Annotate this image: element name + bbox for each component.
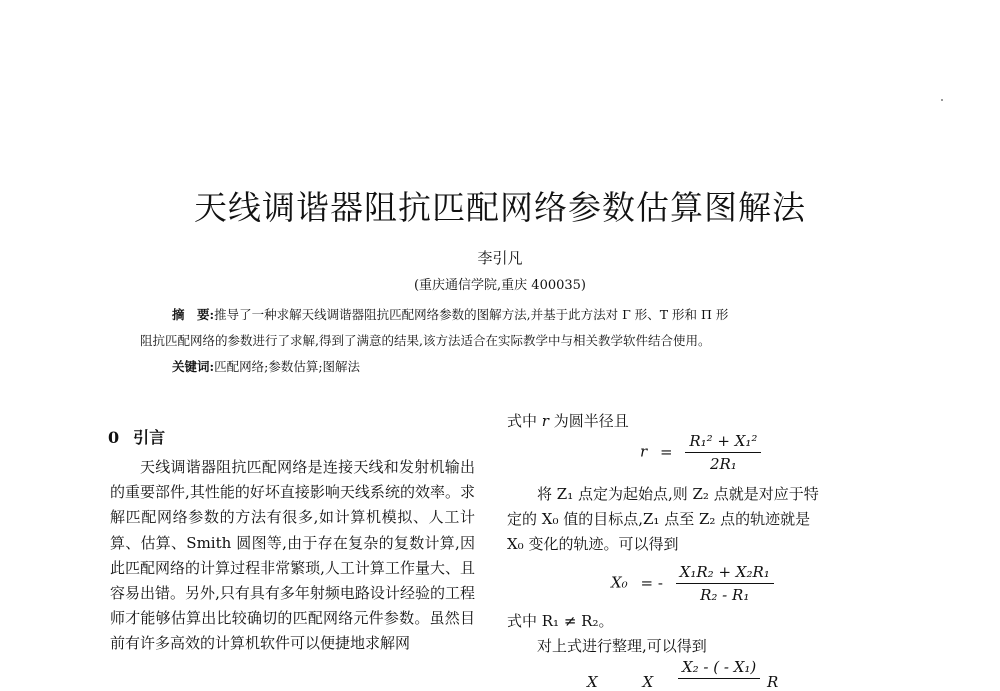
condition-line: 式中 R₁ ≠ R₂。: [507, 612, 614, 630]
eq3-fraction: [678, 658, 760, 679]
eq3-numerator: X₂ - ( - X₁): [678, 658, 760, 679]
abstract-line-2: 阻抗匹配网络的参数进行了求解,得到了满意的结果,该方法适合在实际教学中与相关教学软件结合使用。: [140, 333, 711, 348]
eq3-tail: R: [767, 672, 779, 691]
scan-dot: [941, 99, 943, 101]
equation-radius: [640, 432, 761, 473]
eq1-lhs: r: [640, 442, 648, 461]
para1-line-2: 定的 X₀ 值的目标点,Z₁ 点至 Z₂ 点的轨迹就是: [507, 510, 811, 528]
para1-line-3: X₀ 变化的轨迹。可以得到: [507, 535, 679, 553]
intro-column: [110, 455, 475, 657]
abstract-label: 摘 要:: [172, 307, 215, 322]
radius-intro-a: 式中: [507, 412, 542, 430]
keywords-line: [140, 354, 860, 380]
paper-title: 天线调谐器阻抗匹配网络参数估算图解法: [194, 188, 806, 227]
abstract-text-1: 推导了一种求解天线调谐器阻抗匹配网络参数的图解方法,并基于此方法对 Γ 形、T 形和 Π 形: [214, 307, 729, 322]
equation-x0: [611, 563, 774, 604]
intro-paragraph: 天线调谐器阻抗匹配网络是连接天线和发射机输出的重要部件,其性能的好坏直接影响天线系统的效率。求解匹配网络参数的方法有很多,如计算机模拟、人工计算、估算、Smith 圆图等,由于存在复杂的复数计算,因此匹配网络的计算过程非常繁琐,人工计算工作量大、且容易出错。另外,只有具有多年射频电路设计经验的工程师才能够估算出比较确切的匹配网络元件参数。虽然目前有许多高效的计算机软件可以便捷地求解网: [110, 458, 475, 653]
section-heading-intro: [108, 425, 165, 448]
eq2-lhs: X₀: [611, 573, 628, 592]
eq3-mid: X: [642, 672, 654, 691]
para1-line-1: 将 Z₁ 点定为起始点,则 Z₂ 点就是对应于特: [537, 485, 819, 503]
section-number: 0: [108, 428, 120, 447]
radius-intro-line: [507, 410, 629, 431]
abstract-block: [140, 302, 860, 380]
author-affiliation: (重庆通信学院,重庆 400035): [413, 278, 587, 293]
keywords-label: 关键词:: [172, 359, 215, 374]
eq2-denominator: R₂ - R₁: [700, 586, 750, 604]
eq2-fraction: [676, 563, 774, 604]
eq1-numerator: R₁² + X₁²: [685, 432, 761, 453]
eq2-numerator: X₁R₂ + X₂R₁: [676, 563, 774, 584]
section-title: 引言: [133, 428, 166, 447]
eq1-denominator: 2R₁: [709, 455, 737, 473]
equation-partial: [587, 658, 779, 691]
eq1-eq: =: [659, 442, 673, 461]
radius-var: r: [541, 412, 549, 430]
eq3-lhs: X: [587, 672, 598, 691]
author-name: 李引凡: [477, 249, 523, 267]
eq2-eq: = -: [640, 573, 663, 592]
eq1-fraction: [685, 432, 761, 473]
abstract-line-1: [140, 302, 860, 328]
para2-line: 对上式进行整理,可以得到: [537, 637, 707, 655]
keywords-text: 匹配网络;参数估算;图解法: [214, 359, 361, 374]
radius-intro-b: 为圆半径且: [548, 412, 629, 430]
